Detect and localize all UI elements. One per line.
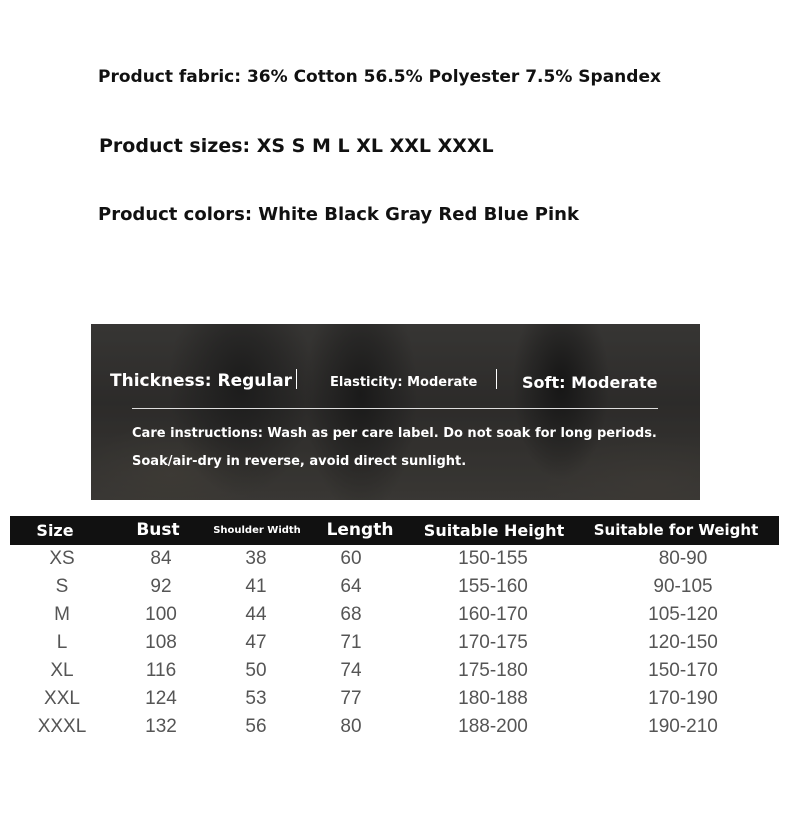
cell-shoulder: 56	[245, 716, 267, 737]
cell-height: 170-175	[458, 632, 528, 653]
cell-size: XXXL	[37, 716, 87, 737]
care-instructions-line-1: Care instructions: Wash as per care label. Do not soak for long periods.	[132, 426, 657, 441]
header-bust: Bust	[136, 520, 180, 540]
cell-length: 68	[340, 604, 362, 625]
cell-size: M	[54, 604, 70, 625]
table-row	[10, 545, 779, 573]
cell-weight: 190-210	[648, 716, 718, 737]
size-chart-table	[10, 516, 779, 741]
separator	[496, 369, 497, 389]
product-colors-text: Product colors: White Black Gray Red Blue Pink	[98, 204, 579, 225]
cell-bust: 116	[145, 660, 177, 681]
cell-shoulder: 44	[245, 604, 267, 625]
product-fabric-text: Product fabric: 36% Cotton 56.5% Polyester 7.5% Spandex	[98, 67, 661, 87]
cell-size: XL	[50, 660, 74, 681]
cell-weight: 80-90	[658, 548, 708, 569]
cell-height: 160-170	[458, 604, 528, 625]
cell-length: 74	[340, 660, 362, 681]
care-instructions-line-2: Soak/air-dry in reverse, avoid direct sunlight.	[132, 454, 467, 469]
header-shoulder-width: Shoulder Width	[213, 525, 301, 536]
cell-weight: 90-105	[653, 576, 713, 597]
cell-bust: 100	[145, 604, 177, 625]
table-row	[10, 657, 779, 685]
table-row	[10, 601, 779, 629]
cell-bust: 108	[145, 632, 177, 653]
thickness-label: Thickness: Regular	[110, 371, 293, 391]
header-length: Length	[326, 520, 394, 540]
product-sizes-text: Product sizes: XS S M L XL XXL XXXL	[99, 135, 494, 157]
cell-bust: 124	[145, 688, 177, 709]
separator	[296, 369, 297, 389]
elasticity-label: Elasticity: Moderate	[330, 375, 478, 390]
header-size: Size	[36, 521, 74, 540]
table-row	[10, 573, 779, 601]
cell-size: XS	[49, 548, 75, 569]
cell-bust: 84	[150, 548, 172, 569]
cell-length: 60	[340, 548, 362, 569]
table-header	[10, 516, 779, 545]
cell-height: 188-200	[458, 716, 528, 737]
table-row	[10, 685, 779, 713]
cell-shoulder: 50	[245, 660, 267, 681]
header-suitable-weight: Suitable for Weight	[593, 521, 759, 539]
cell-size: L	[56, 632, 68, 653]
divider	[132, 408, 658, 409]
cell-length: 77	[340, 688, 362, 709]
banner-overlay	[91, 324, 700, 500]
cell-shoulder: 53	[245, 688, 267, 709]
cell-weight: 170-190	[648, 688, 718, 709]
table-row	[10, 713, 779, 741]
cell-weight: 120-150	[648, 632, 718, 653]
cell-size: S	[55, 576, 69, 597]
cell-shoulder: 38	[245, 548, 267, 569]
cell-height: 155-160	[458, 576, 528, 597]
cell-bust: 92	[150, 576, 172, 597]
cell-height: 175-180	[458, 660, 528, 681]
cell-length: 64	[340, 576, 362, 597]
cell-shoulder: 41	[245, 576, 267, 597]
cell-height: 150-155	[458, 548, 528, 569]
cell-weight: 150-170	[648, 660, 718, 681]
cell-size: XXL	[44, 688, 80, 709]
softness-label: Soft: Moderate	[522, 373, 658, 392]
attributes-banner	[91, 324, 700, 500]
table-row	[10, 629, 779, 657]
cell-length: 71	[340, 632, 362, 653]
cell-length: 80	[340, 716, 362, 737]
cell-shoulder: 47	[245, 632, 267, 653]
cell-bust: 132	[145, 716, 177, 737]
header-suitable-height: Suitable Height	[423, 521, 565, 540]
cell-weight: 105-120	[648, 604, 718, 625]
cell-height: 180-188	[458, 688, 528, 709]
